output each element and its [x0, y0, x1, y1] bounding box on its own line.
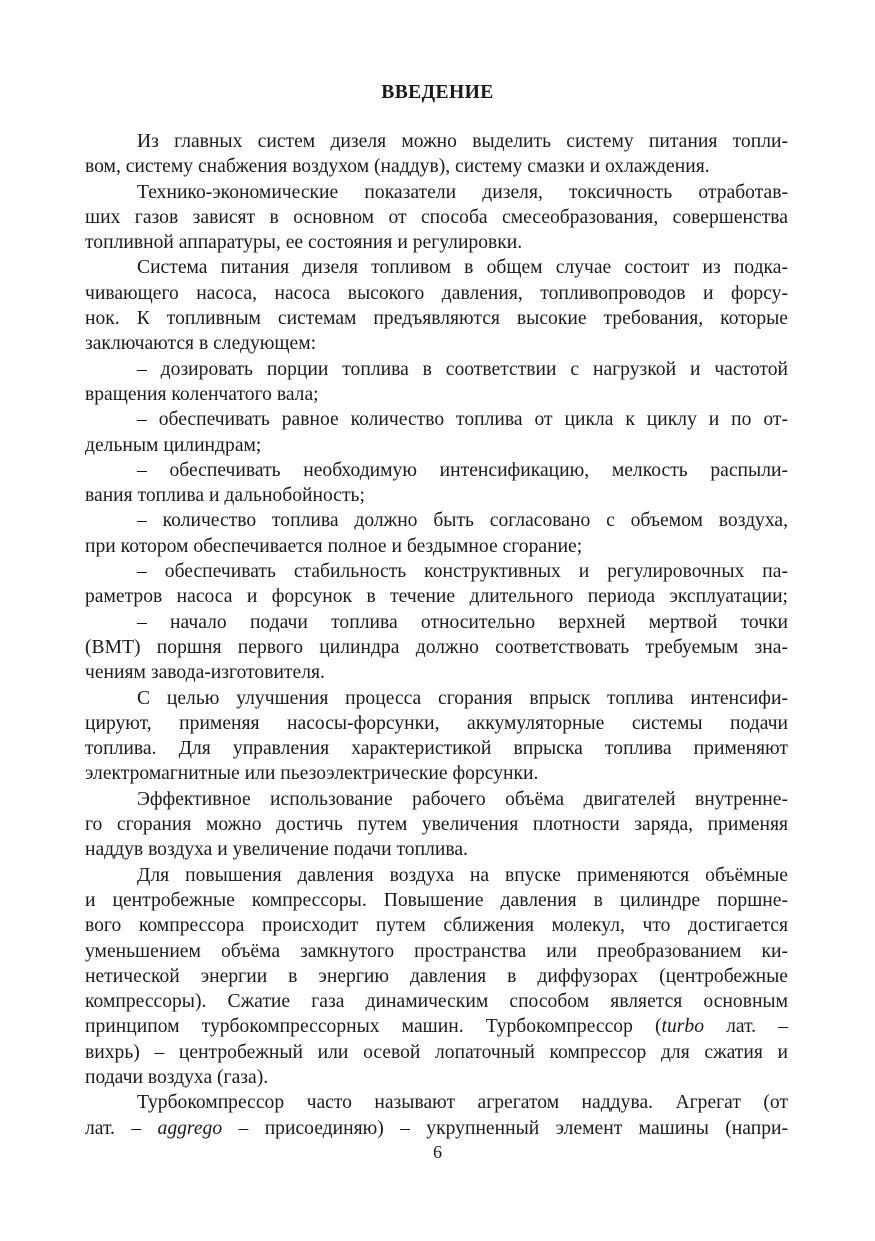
list-item-line: – начало подачи топлива относительно верхней мертвой точки [137, 611, 788, 633]
body-text [85, 129, 788, 1141]
latin-term: turbo [661, 1016, 704, 1038]
text-line: наддув воздуха и увеличение подачи топлива. [85, 839, 468, 861]
text-line: топлива. Для управления характеристикой впрыска топлива применяют [85, 738, 788, 760]
text-line: нок. К топливным системам предъявляются высокие требования, которые [85, 308, 788, 330]
text-line: цируют, применяя насосы-форсунки, аккумуляторные системы подачи [85, 712, 788, 734]
text-line: лат. – aggrego – присоединяю) – укрупненный элемент машины (напри- [85, 1117, 788, 1139]
list-item-line: – обеспечивать необходимую интенсификацию, мелкость распыли- [137, 459, 788, 481]
list-item-line: раметров насоса и форсунок в течение длительного периода эксплуатации; [85, 586, 788, 608]
page-number: 6 [433, 1142, 442, 1162]
text-line: подачи воздуха (газа). [85, 1066, 269, 1088]
list-item-line: при котором обеспечивается полное и бездымное сгорание; [85, 535, 583, 557]
text-line: Турбокомпрессор часто называют агрегатом наддува. Агрегат (от [137, 1092, 788, 1114]
text-line: вихрь) – центробежный или осевой лопаточный компрессор для сжатия и [85, 1041, 788, 1063]
text-line: принципом турбокомпрессорных машин. Турбокомпрессор (turbo лат. – [85, 1016, 788, 1038]
list-item-line: дельным цилиндрам; [85, 434, 262, 456]
text-line: и центробежные компрессоры. Повышение давления в цилиндре поршне- [85, 889, 788, 911]
list-item-line: – обеспечивать стабильность конструктивных и регулировочных па- [137, 561, 788, 583]
text-line: чивающего насоса, насоса высокого давления, топливопроводов и форсу- [85, 282, 788, 304]
text-line: ших газов зависят в основном от способа смесеобразования, совершенства [85, 206, 788, 228]
text-line: вого компрессора происходит путем сближения молекул, что достигается [85, 915, 788, 937]
text-line: электромагнитные или пьезоэлектрические форсунки. [85, 763, 539, 785]
text-line: вом, систему снабжения воздухом (наддув), систему смазки и охлаждения. [85, 156, 710, 178]
text-line: компрессоры). Сжатие газа динамическим способом является основным [85, 991, 788, 1013]
list-item-line: чениям завода-изготовителя. [85, 662, 325, 684]
list-item-line: – количество топлива должно быть согласовано с объемом воздуха, [137, 510, 788, 532]
text-line: уменьшением объёма замкнутого пространства или преобразованием ки- [85, 940, 788, 962]
text-line: Из главных систем дизеля можно выделить систему питания топли- [137, 131, 788, 152]
text-line: Для повышения давления воздуха на впуске применяются объёмные [137, 864, 788, 886]
list-item-line: вращения коленчатого вала; [85, 383, 319, 405]
text-line: С целью улучшения процесса сгорания впрыск топлива интенсифи- [137, 687, 788, 709]
latin-term: aggrego [157, 1117, 223, 1139]
text-line: го сгорания можно достичь путем увеличения плотности заряда, применяя [85, 814, 788, 836]
text-line: заключаются в следующем: [85, 333, 317, 355]
text-line: Система питания дизеля топливом в общем случае состоит из подка- [137, 257, 788, 279]
list-item-line: (ВМТ) поршня первого цилиндра должно соответствовать требуемым зна- [85, 636, 788, 658]
list-item-line: – обеспечивать равное количество топлива от цикла к циклу и по от- [137, 409, 788, 431]
list-item-line: – дозировать порции топлива в соответствии с нагрузкой и частотой [137, 358, 788, 380]
page-title: ВВЕДЕНИЕ [381, 82, 494, 103]
text-line: нетической энергии в энергию давления в диффузорах (центробежные [85, 965, 788, 987]
text-line: Технико-экономические показатели дизеля, токсичность отработав- [137, 181, 788, 203]
list-item-line: вания топлива и дальнобойность; [85, 485, 365, 507]
text-line: Эффективное использование рабочего объёма двигателей внутренне- [137, 788, 788, 810]
text-line: топливной аппаратуры, ее состояния и регулировки. [85, 232, 523, 254]
